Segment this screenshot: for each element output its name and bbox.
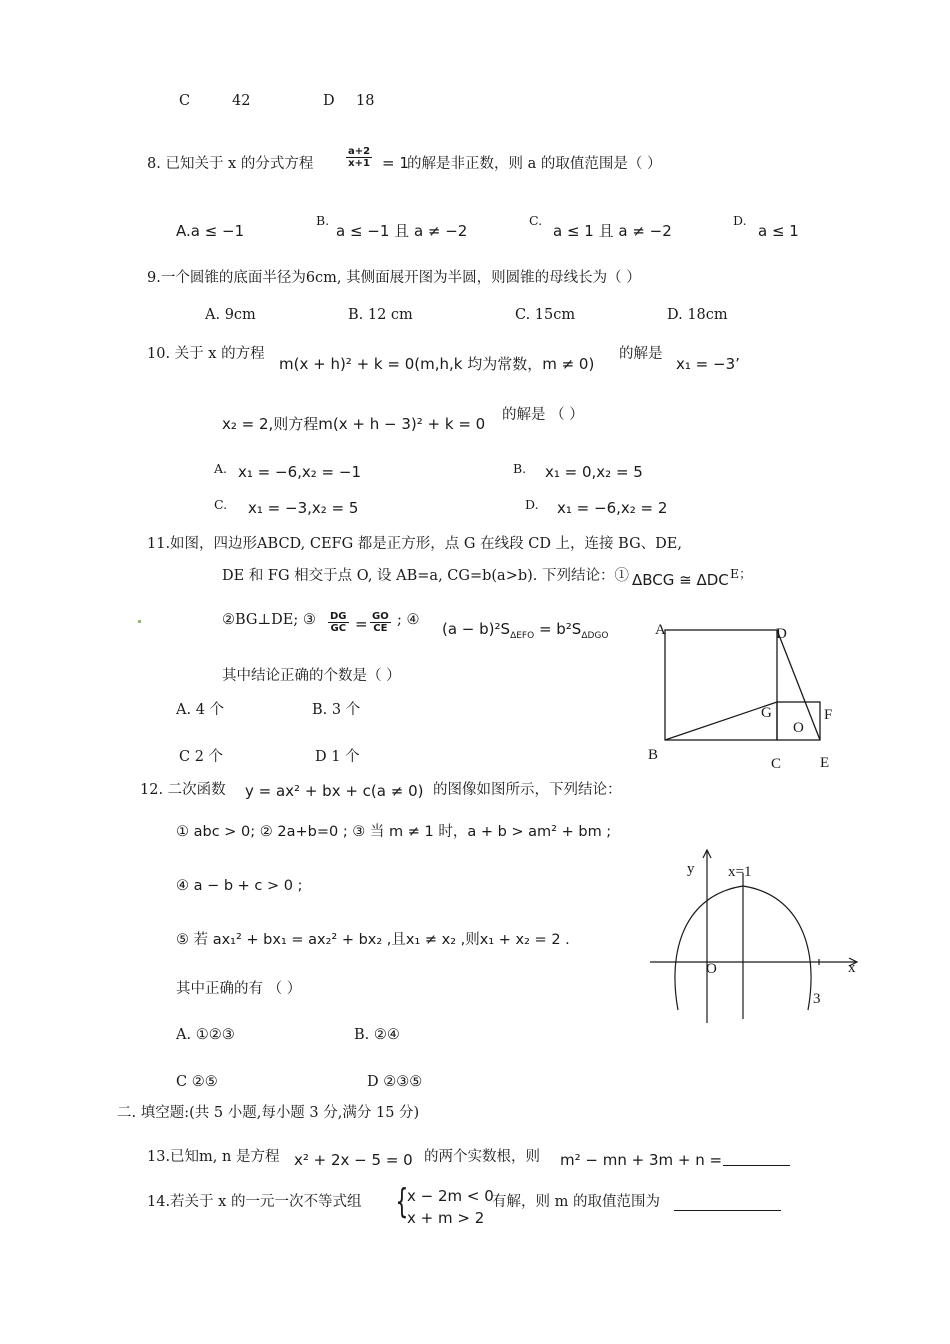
- q9-option-b: B. 12 cm: [348, 307, 413, 323]
- q11-option-a: A. 4 个: [176, 702, 225, 718]
- section-2-title: 二. 填空题:(共 5 小题,每小题 3 分,满分 15 分): [117, 1105, 420, 1121]
- q14-inequality-1: x − 2m < 0: [407, 1187, 494, 1205]
- q7-option-c-label: C: [179, 93, 191, 109]
- q13-stem-middle: 的两个实数根，则: [424, 1149, 540, 1165]
- q8-stem-end: 的解是非正数，则 a 的取值范围是（ ）: [407, 156, 662, 172]
- q14-system-brace: {: [395, 1182, 409, 1222]
- q12-question: 其中正确的有 （ ）: [176, 981, 302, 997]
- q10-root-x1: x₁ = −3’: [676, 355, 740, 373]
- q10-option-a-label: A.: [214, 461, 228, 476]
- q10-stem-middle: 的解是: [619, 346, 663, 362]
- q11-formula-left: (a − b)²S: [442, 620, 511, 638]
- q11-fraction-2-numerator: GO: [372, 611, 389, 622]
- q11-formula-sub-efo: ΔEFO: [510, 631, 535, 641]
- q11-formula-sub-dgo: ΔDGO: [581, 631, 609, 641]
- q12-conclusion-5: ⑤ 若 ax₁² + bx₁ = ax₂² + bx₂ ,且x₁ ≠ x₂ ,则x₁ + x₂ = 2 .: [176, 932, 570, 948]
- fig-label-o: O: [793, 720, 804, 736]
- root-label: 3: [813, 991, 821, 1007]
- q9-option-d: D. 18cm: [667, 307, 728, 323]
- q11-square-figure: [640, 615, 850, 775]
- q11-option-b: B. 3 个: [312, 702, 361, 718]
- fig-label-f: F: [824, 707, 833, 723]
- q11-conclusion-4-label: ; ④: [397, 612, 420, 628]
- q10-option-d-label: D.: [525, 497, 539, 512]
- q8-fraction-denominator: x+1: [348, 158, 370, 169]
- q11-conclusion-4-formula: [442, 620, 609, 645]
- q10-option-a: x₁ = −6,x₂ = −1: [238, 463, 361, 481]
- q12-stem-end: 的图像如图所示，下列结论：: [433, 782, 622, 798]
- q12-option-d: D ②③⑤: [367, 1074, 423, 1090]
- q8-fraction-numerator: a+2: [348, 146, 371, 157]
- q11-fraction-2: [370, 611, 391, 634]
- q11-fraction-equals: =: [355, 615, 368, 633]
- q8-option-b: a ≤ −1 且 a ≠ −2: [336, 222, 468, 240]
- q12-option-b: B. ②④: [354, 1027, 400, 1043]
- q11-fraction-2-denominator: CE: [373, 623, 388, 634]
- q11-fraction-1-numerator: DG: [330, 611, 347, 622]
- q7-option-d-label: D: [323, 93, 335, 109]
- q8-stem-start: 8. 已知关于 x 的分式方程: [147, 156, 314, 172]
- fig-label-a: A: [655, 622, 666, 638]
- q8-option-c-label: C.: [529, 213, 543, 228]
- q14-answer-blank[interactable]: [674, 1210, 781, 1211]
- q13-equation: x² + 2x − 5 = 0: [294, 1151, 413, 1169]
- q10-stem-end: 的解是 （ ）: [502, 407, 584, 423]
- stray-dot: [138, 620, 141, 623]
- q12-option-a: A. ①②③: [176, 1027, 235, 1043]
- q8-option-a: A.a ≤ −1: [176, 222, 245, 240]
- fig-label-e: E: [820, 755, 830, 771]
- q11-conclusion-2-3: ②BG⊥DE; ③: [222, 612, 316, 628]
- q11-fraction-1: [328, 611, 349, 634]
- q8-fraction-rhs: = 1: [382, 154, 409, 172]
- q11-formula-right: = b²S: [534, 620, 582, 638]
- y-axis-label: y: [687, 861, 695, 877]
- q10-option-c: x₁ = −3,x₂ = 5: [248, 499, 359, 517]
- q8-option-d: a ≤ 1: [758, 222, 799, 240]
- fig-label-g: G: [761, 705, 772, 721]
- q11-fraction-1-denominator: GC: [330, 623, 347, 634]
- fig-label-c: C: [771, 756, 782, 772]
- q11-option-c: C 2 个: [179, 749, 224, 765]
- q11-option-d: D 1 个: [315, 749, 360, 765]
- symmetry-axis-label: x=1: [728, 864, 752, 880]
- q11-question: 其中结论正确的个数是（ ）: [222, 668, 401, 684]
- q10-option-c-label: C.: [214, 497, 228, 512]
- q7-option-c-value: 42: [232, 93, 251, 109]
- fig-label-b: B: [648, 747, 659, 763]
- q12-parabola-graph: [645, 845, 870, 1030]
- q11-stem-line2: DE 和 FG 相交于点 O, 设 AB=a, CG=b(a>b). 下列结论：①: [222, 568, 630, 584]
- q11-congruence-end: E；: [730, 566, 752, 581]
- q10-option-b: x₁ = 0,x₂ = 5: [545, 463, 643, 481]
- q12-option-c: C ②⑤: [176, 1074, 218, 1090]
- q10-stem-start: 10. 关于 x 的方程: [147, 346, 265, 362]
- x-axis-label: x: [848, 960, 856, 976]
- q14-stem-start: 14.若关于 x 的一元一次不等式组: [147, 1194, 362, 1210]
- origin-label: O: [706, 961, 717, 977]
- q12-stem-start: 12. 二次函数: [140, 782, 226, 798]
- q12-conclusion-4: ④ a − b + c > 0 ;: [176, 878, 303, 894]
- q11-congruence: ΔBCG ≅ ΔDC: [632, 571, 729, 589]
- q10-option-d: x₁ = −6,x₂ = 2: [557, 499, 668, 517]
- q14-inequality-2: x + m > 2: [407, 1209, 485, 1227]
- q8-fraction: [346, 146, 372, 169]
- q10-equation: m(x + h)² + k = 0(m,h,k 均为常数，m ≠ 0): [279, 355, 595, 373]
- q10-option-b-label: B.: [513, 461, 527, 476]
- fig-label-d: D: [776, 626, 787, 642]
- q10-equation-2: x₂ = 2,则方程m(x + h − 3)² + k = 0: [222, 415, 486, 433]
- q7-option-d-value: 18: [356, 93, 375, 109]
- q9-option-a: A. 9cm: [205, 307, 256, 323]
- q8-option-b-label: B.: [316, 213, 330, 228]
- q8-option-d-label: D.: [733, 213, 747, 228]
- q13-answer-blank[interactable]: [723, 1165, 790, 1166]
- q13-expression: m² − mn + 3m + n =: [560, 1151, 723, 1169]
- q12-conclusions-1-3: ① abc > 0; ② 2a+b=0 ; ③ 当 m ≠ 1 时，a + b > am² + bm ;: [176, 824, 612, 840]
- q13-stem-start: 13.已知m, n 是方程: [147, 1149, 280, 1165]
- q8-option-c: a ≤ 1 且 a ≠ −2: [553, 222, 672, 240]
- q11-stem-line1: 11.如图，四边形ABCD, CEFG 都是正方形，点 G 在线段 CD 上，连接 BG、DE,: [147, 536, 682, 552]
- q12-function: y = ax² + bx + c(a ≠ 0): [245, 782, 424, 800]
- square-abcd: [665, 630, 777, 740]
- q14-stem-end: 有解，则 m 的取值范围为: [492, 1194, 660, 1210]
- q9-option-c: C. 15cm: [515, 307, 576, 323]
- q9-stem: 9.一个圆锥的底面半径为6cm, 其侧面展开图为半圆，则圆锥的母线长为（ ）: [147, 270, 641, 286]
